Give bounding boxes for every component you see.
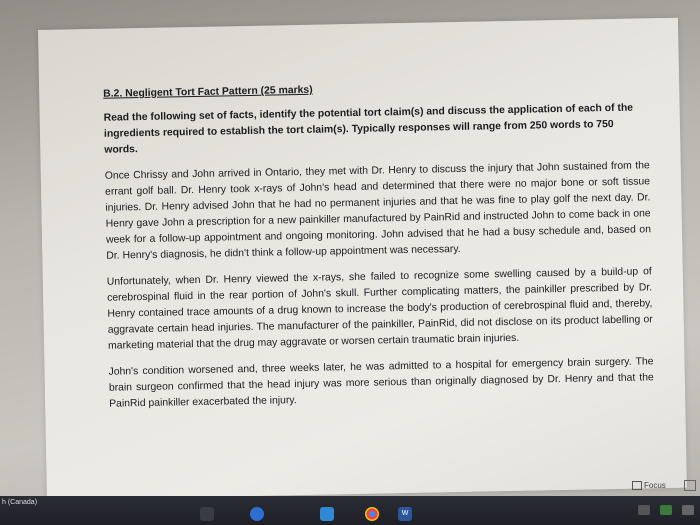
taskbar [0, 496, 700, 525]
layout-icon[interactable] [684, 480, 696, 491]
language-indicator[interactable]: h (Canada) [2, 499, 38, 506]
section-heading: B.2. Negligent Tort Fact Pattern (25 marks) [103, 84, 313, 100]
focus-mode-button[interactable] [632, 481, 666, 490]
instructions-text: Read the following set of facts, identify the potential tort claim(s) and discuss the application of each of the ingredients required to establish the tort claim(s). Typically responses will range from 250 words to 750 words. [103, 102, 634, 156]
paragraph-3: John's condition worsened and, three weeks later, he was admitted to a hospital for emergency brain surgery. The brain surgeon confirmed that the head injury was more serious than originally diagnosed by Dr. Henry and that the PainRid painkiller exacerbated the injury. [108, 356, 654, 410]
paragraph-1: Once Chrissy and John arrived in Ontario, they met with Dr. Henry to discuss the injury that John sustained from the errant golf ball. Dr. Henry took x-rays of John's head and determined that there were no major bone or soft tissue injuries. Dr. Henry advised John that he had no permanent injuries and that he was fine to play golf the next day. Dr. Henry gave John a prescription for a new painkiller manufactured by PainRid and instructed John to come back in one week for a follow-up appointment and ongoing monitoring. John advised that he had a busy schedule and, based on Dr. Henry's diagnosis, he didn't think a follow-up appointment was necessary. [104, 160, 652, 262]
tray-icon[interactable] [660, 505, 672, 515]
focus-label: Focus [644, 481, 666, 490]
document-body [103, 76, 654, 422]
edge-icon[interactable] [250, 507, 264, 521]
taskbar-app-icon[interactable] [320, 507, 334, 521]
chrome-icon[interactable] [365, 507, 379, 521]
paragraph-2: Unfortunately, when Dr. Henry viewed the x-rays, she failed to recognize some swelling caused by a build-up of cerebrospinal fluid in the rear portion of John's skull. Further complicating matters, the painkiller prescribed by Dr. Henry contained trace amounts of a drug known to increase the body's production of cerebrospinal fluid and, thereby, aggravate certain head injuries. The manufacturer of the painkiller, PainRid, did not disclose on its product labelling or marketing material that the drug may aggravate or worsen certain traumatic brain injuries. [106, 266, 653, 352]
document-page [38, 18, 687, 500]
tray-icon[interactable] [682, 505, 694, 515]
taskbar-app-icon[interactable] [200, 507, 214, 521]
tray-icon[interactable] [638, 505, 650, 515]
focus-icon [632, 481, 642, 490]
word-icon[interactable]: W [398, 507, 412, 521]
